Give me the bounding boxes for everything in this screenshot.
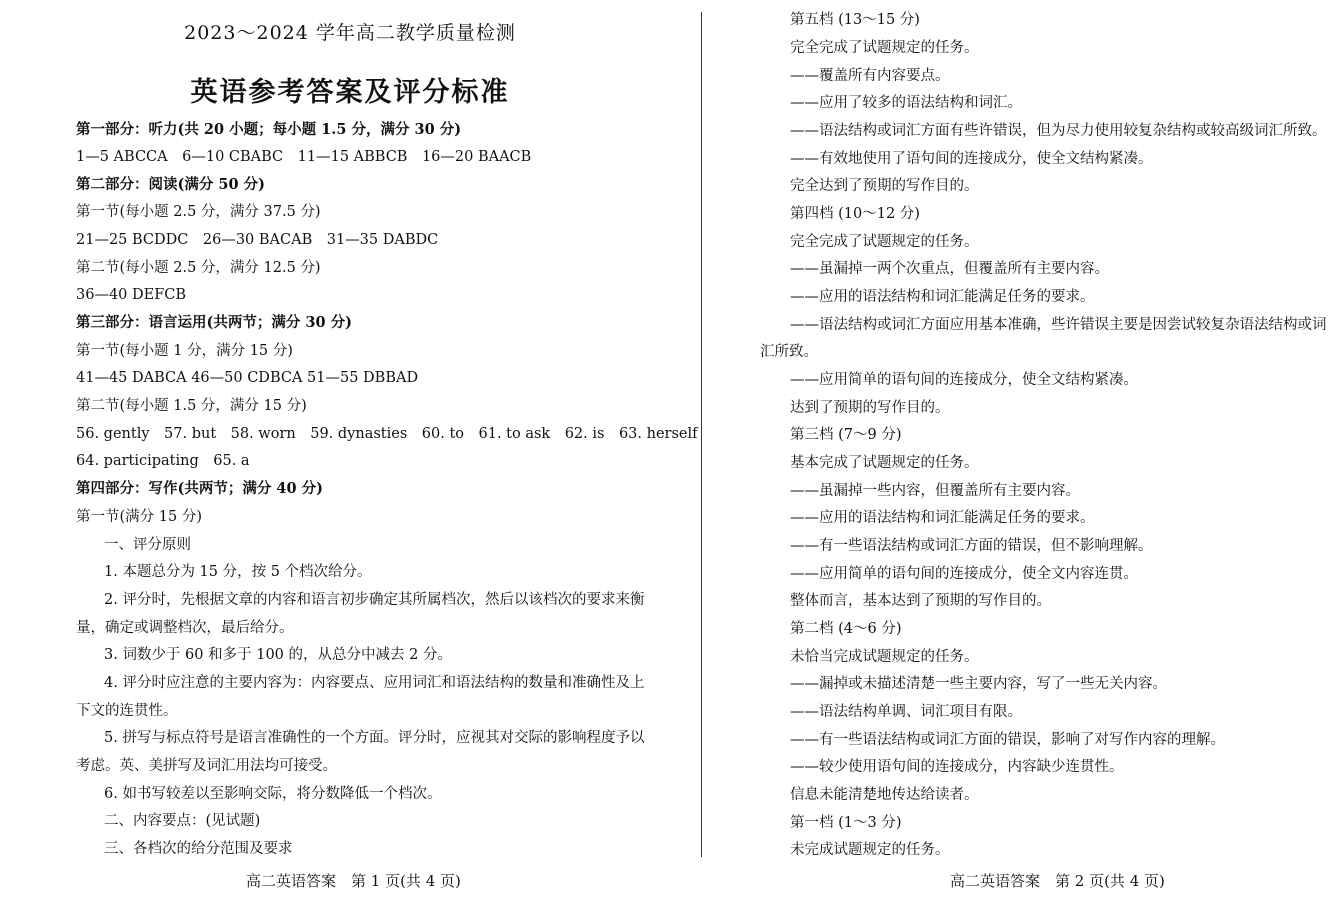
grade-criteria-line: ——漏掉或未描述清楚一些主要内容，写了一些无关内容。	[790, 676, 1167, 692]
grade-criteria-line: 汇所致。	[760, 344, 818, 360]
subsection-heading: 第一节(每小题 2.5 分，满分 37.5 分)	[76, 204, 321, 220]
rubric-line: 1. 本题总分为 15 分，按 5 个档次给分。	[104, 564, 372, 580]
grade-criteria-line: ——有一些语法结构或词汇方面的错误，但不影响理解。	[790, 538, 1153, 554]
answer-key-line: 41—45 DABCA 46—50 CDBCA 51—55 DBBAD	[76, 370, 419, 386]
grade-level-heading: 第五档 (13～15 分)	[790, 12, 920, 28]
rubric-heading: 三、各档次的给分范围及要求	[104, 841, 293, 857]
grade-criteria-line: ——应用简单的语句间的连接成分，使全文内容连贯。	[790, 566, 1138, 582]
grade-criteria-line: ——语法结构或词汇方面有些许错误，但为尽力使用较复杂结构或较高级词汇所致。	[790, 123, 1327, 139]
grade-criteria-line: ——应用了较多的语法结构和词汇。	[790, 95, 1022, 111]
grade-criteria-line: 完全完成了试题规定的任务。	[790, 40, 979, 56]
grade-criteria-line: ——虽漏掉一些内容，但覆盖所有主要内容。	[790, 483, 1080, 499]
rubric-heading: 一、评分原则	[104, 537, 191, 553]
rubric-line: 2. 评分时，先根据文章的内容和语言初步确定其所属档次，然后以该档次的要求来衡	[104, 592, 645, 608]
grade-criteria-line: 完全达到了预期的写作目的。	[790, 178, 979, 194]
answer-key-line: 21—25 BCDDC 26—30 BACAB 31—35 DABDC	[76, 232, 439, 248]
grade-criteria-line: 信息未能清楚地传达给读者。	[790, 787, 979, 803]
grade-criteria-line: ——有一些语法结构或词汇方面的错误，影响了对写作内容的理解。	[790, 732, 1225, 748]
page-footer: 高二英语答案 第 1 页(共 4 页)	[246, 872, 461, 890]
section-heading: 第二部分：阅读(满分 50 分)	[76, 176, 265, 193]
answer-key-line: 1—5 ABCCA 6—10 CBABC 11—15 ABBCB 16—20 BAACB	[76, 149, 532, 165]
rubric-line: 5. 拼写与标点符号是语言准确性的一个方面。评分时，应视其对交际的影响程度予以	[104, 730, 645, 746]
rubric-line: 下文的连贯性。	[76, 703, 178, 719]
rubric-line: 量，确定或调整档次，最后给分。	[76, 620, 294, 636]
answer-key-line: 64. participating 65. a	[76, 453, 250, 469]
page-divider	[701, 12, 702, 857]
subsection-heading: 第二节(每小题 2.5 分，满分 12.5 分)	[76, 260, 321, 276]
grade-criteria-line: ——虽漏掉一两个次重点，但覆盖所有主要内容。	[790, 261, 1109, 277]
rubric-line: 6. 如书写较差以至影响交际，将分数降低一个档次。	[104, 786, 442, 802]
grade-criteria-line: ——应用的语法结构和词汇能满足任务的要求。	[790, 510, 1095, 526]
grade-criteria-line: ——有效地使用了语句间的连接成分，使全文结构紧凑。	[790, 151, 1153, 167]
rubric-line: 4. 评分时应注意的主要内容为：内容要点、应用词汇和语法结构的数量和准确性及上	[104, 675, 645, 691]
grade-criteria-line: 基本完成了试题规定的任务。	[790, 455, 979, 471]
grade-criteria-line: ——语法结构单调、词汇项目有限。	[790, 704, 1022, 720]
section-heading: 第四部分：写作(共两节；满分 40 分)	[76, 480, 323, 497]
grade-criteria-line: 达到了预期的写作目的。	[790, 400, 950, 416]
subsection-heading: 第二节(每小题 1.5 分，满分 15 分)	[76, 398, 307, 414]
answer-key-line: 56. gently 57. but 58. worn 59. dynasties 60. to 61. to ask 62. is 63. herself	[76, 426, 698, 442]
page-footer: 高二英语答案 第 2 页(共 4 页)	[950, 872, 1165, 890]
rubric-heading: 二、内容要点：(见试题)	[104, 813, 261, 829]
rubric-line: 考虑。英、美拼写及词汇用法均可接受。	[76, 758, 337, 774]
exam-title: 2023～2024 学年高二教学质量检测	[184, 22, 516, 44]
answer-key-line: 36—40 DEFCB	[76, 287, 187, 303]
rubric-line: 3. 词数少于 60 和多于 100 的，从总分中减去 2 分。	[104, 647, 452, 663]
answer-page-2	[706, 0, 1341, 900]
grade-criteria-line: ——应用的语法结构和词汇能满足任务的要求。	[790, 289, 1095, 305]
grade-criteria-line: 完全完成了试题规定的任务。	[790, 234, 979, 250]
grade-criteria-line: ——语法结构或词汇方面应用基本准确，些许错误主要是因尝试较复杂语法结构或词	[790, 317, 1327, 333]
subsection-heading: 第一节(满分 15 分)	[76, 509, 202, 525]
section-heading: 第三部分：语言运用(共两节；满分 30 分)	[76, 314, 352, 331]
grade-level-heading: 第三档 (7～9 分)	[790, 427, 902, 443]
grade-level-heading: 第四档 (10～12 分)	[790, 206, 920, 222]
grade-criteria-line: ——覆盖所有内容要点。	[790, 68, 950, 84]
section-heading: 第一部分：听力(共 20 小题；每小题 1.5 分，满分 30 分)	[76, 121, 462, 138]
grade-level-heading: 第二档 (4～6 分)	[790, 621, 902, 637]
grade-criteria-line: 未恰当完成试题规定的任务。	[790, 649, 979, 665]
grade-criteria-line: ——应用简单的语句间的连接成分，使全文结构紧凑。	[790, 372, 1138, 388]
grade-criteria-line: ——较少使用语句间的连接成分，内容缺少连贯性。	[790, 759, 1124, 775]
grade-criteria-line: 整体而言，基本达到了预期的写作目的。	[790, 593, 1051, 609]
subsection-heading: 第一节(每小题 1 分，满分 15 分)	[76, 343, 293, 359]
main-title: 英语参考答案及评分标准	[190, 77, 510, 108]
grade-level-heading: 第一档 (1～3 分)	[790, 815, 902, 831]
grade-criteria-line: 未完成试题规定的任务。	[790, 842, 950, 858]
